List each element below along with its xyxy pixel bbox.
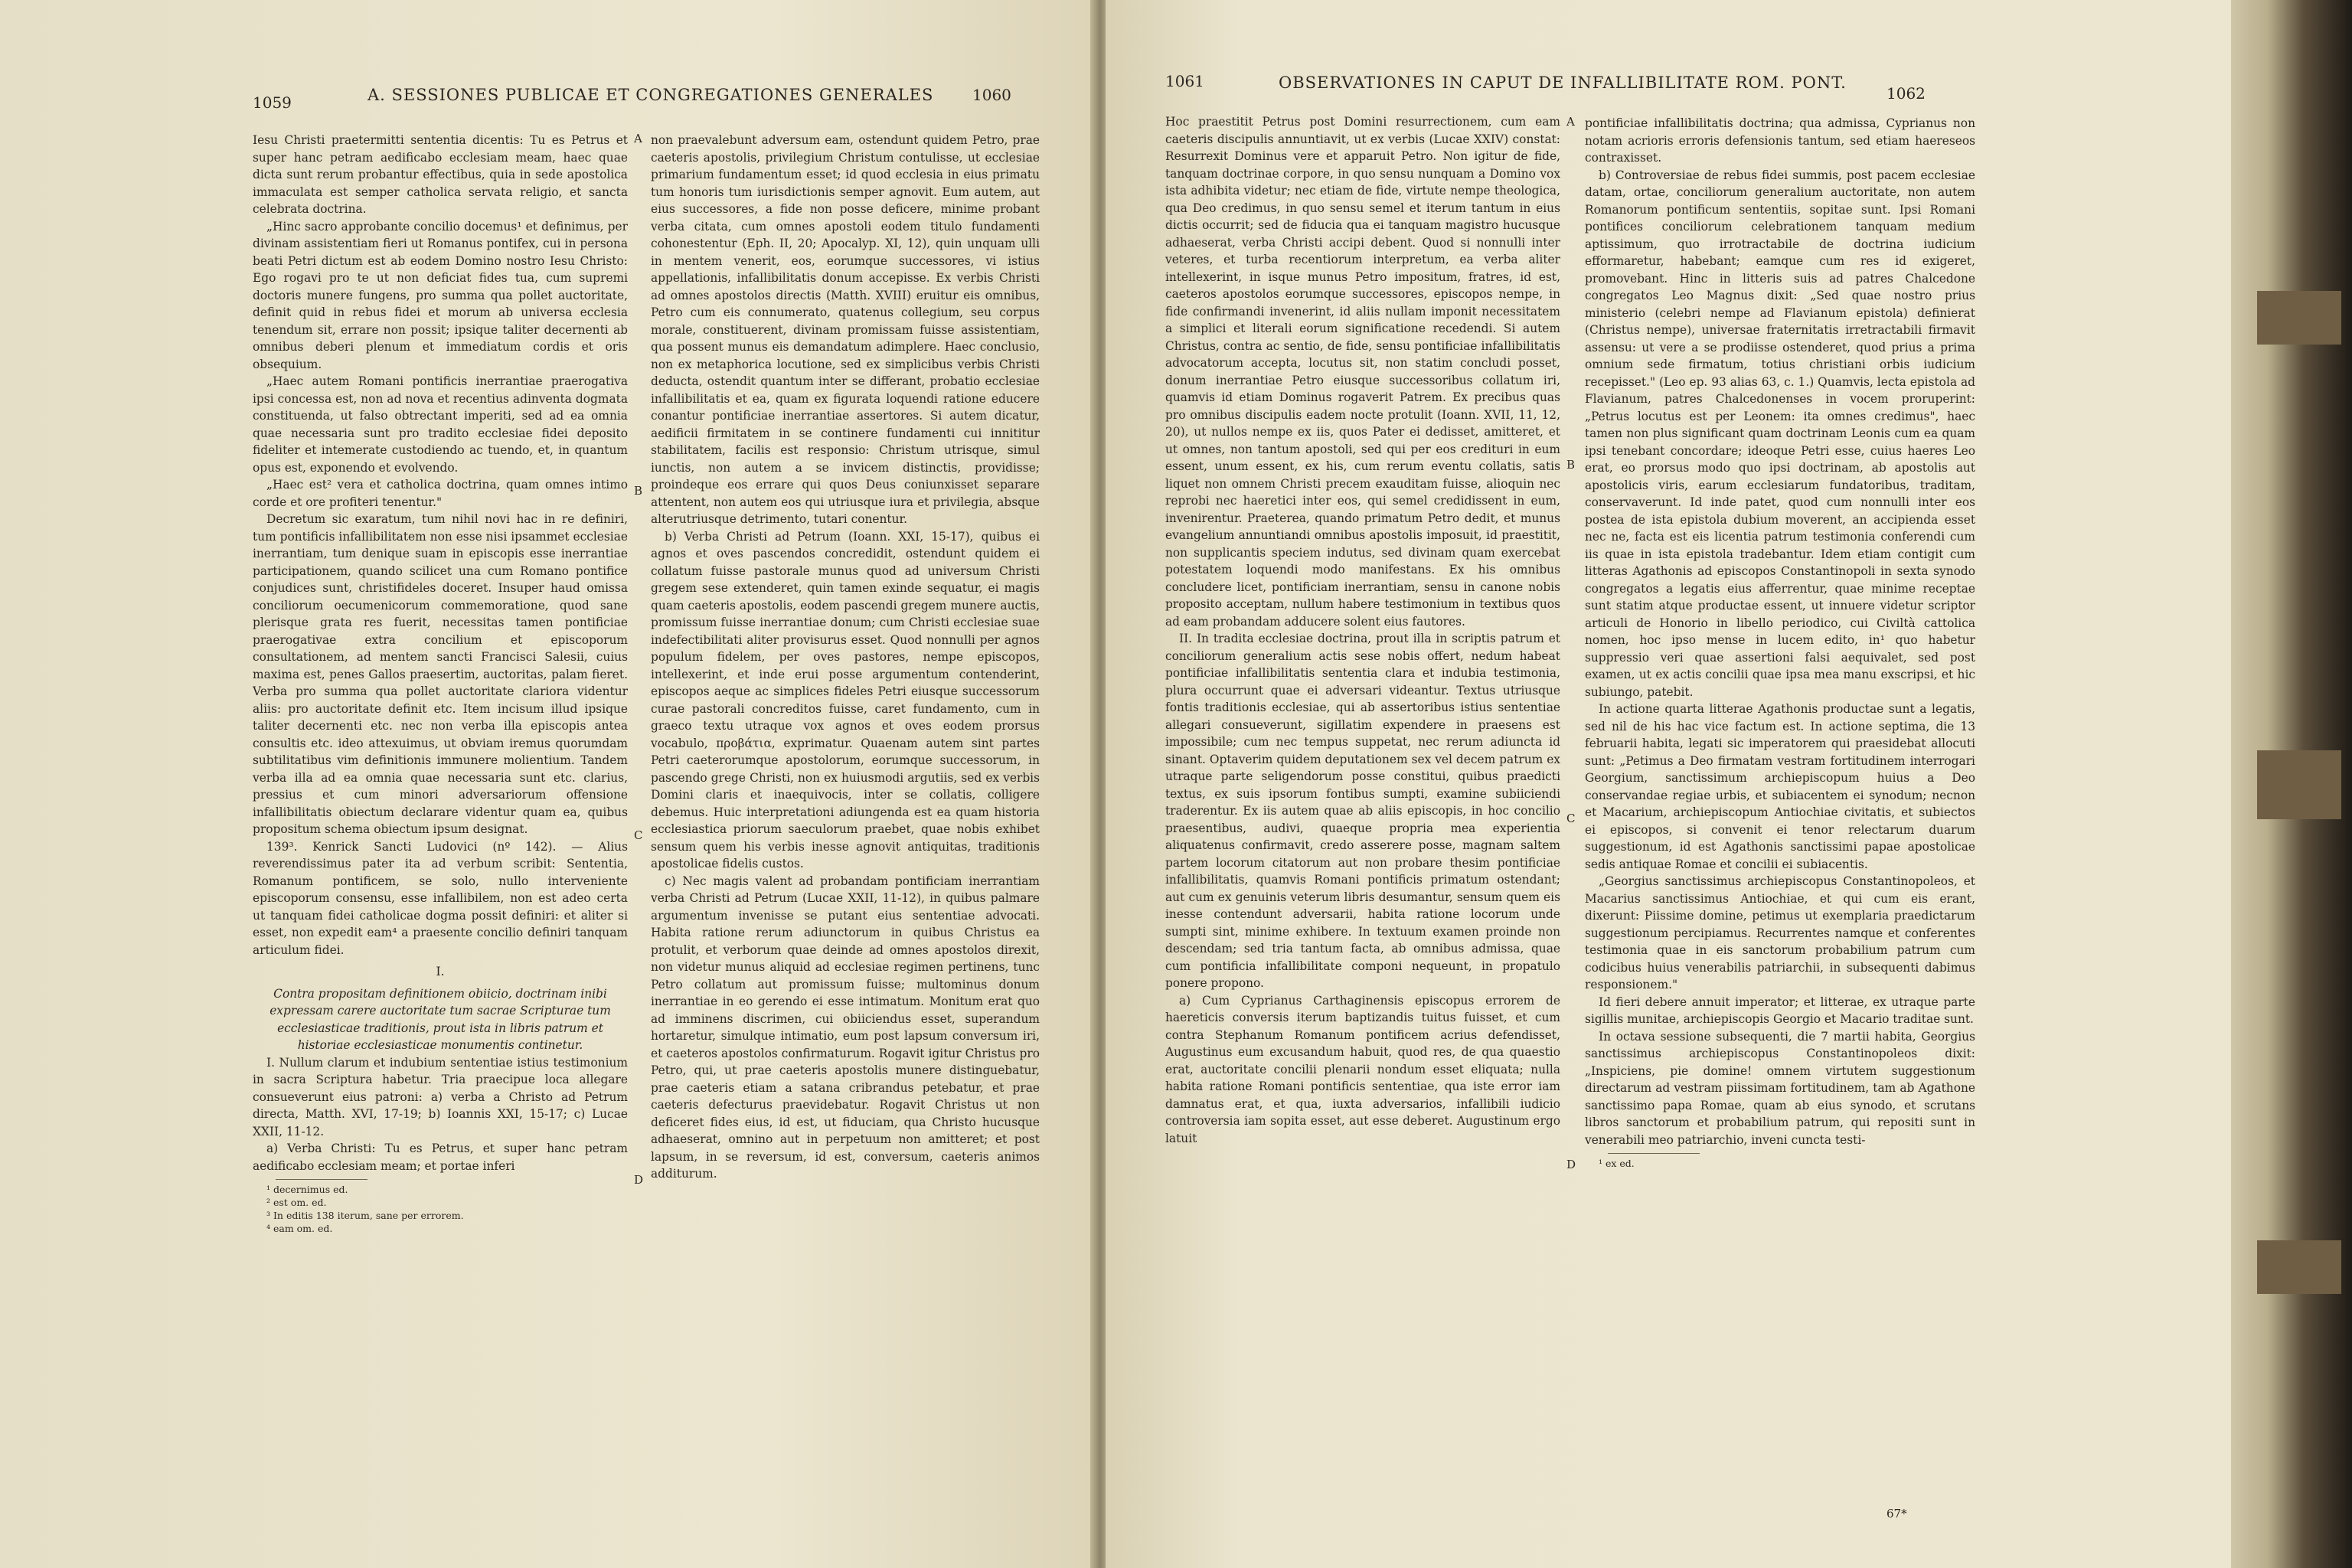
paragraph: Decretum sic exaratum, tum nihil novi hac in re definiri, tum pontificis infallibilitatem non esse nisi ipsammet ecclesiae inerrantiam, tum denique suam in episcopis esse inerrantiae participationem, quando scilicet una cum Romano pontifice conjudices sunt, christifideles doceret. Insuper haud omissa conciliorum oecumenicorum commemoratione, quod sane plerisque grata res fuerit, necessitas tamen pontificiae praerogativae extra concilium et episcoporum consultationem, ad mentem sancti Francisci Salesii, cuius maxima est, penes Gallos praesertim, auctoritas, palam fieret. Verba pro summa qua pollet auctoritate clariora videntur aliis: pro auctoritate definit etc. Item incisum illud ipsique taliter decernenti etc. nec non verba illa episcopis antea consultis etc. ideo attexuimus, ut obviam iremus quorumdam subtilitatibus vim definitionis immunere molientium. Tandem verba illa ad ea omnia quae necessaria sunt etc. clarius, pressius et cum minori adversariorum offensione infallibilitatis obiectum declarare videntur quam ea, quibus propositum schema obiectum ipsum designat. [253,512,628,836]
running-head-left: A. SESSIONES PUBLICAE ET CONGREGATIONES GENERALES [368,86,934,104]
paragraph: „Hinc sacro approbante concilio docemus¹ et definimus, per divinam assistentiam fieri ut Romanus pontifex, cui in persona beati Petri dictum est ab eodem Domino nostro Iesu Christo: Ego rogavi pro te ut non deficiat fides tua, cum supremi doctoris munere fungens, pro summa qua pollet auctoritate, definit quid in rebus fidei et morum ab universa ecclesia tenendum sit, errare non possit; ipsique taliter decernenti ab omnibus deberi plenum et immediatum cordis et oris obsequium. [253,219,628,371]
page-number-1059: 1059 [253,93,292,112]
paragraph: Id fieri debere annuit imperator; et litterae, ex utraque parte sigillis munitae, archiepiscopis Georgio et Macario traditae sunt. [1585,995,1975,1026]
margin-letter-a: A [1566,115,1575,129]
footnote: ² est om. ed. [266,1197,327,1208]
page-number-1062: 1062 [1886,84,1926,103]
section-number: I. [436,965,445,978]
right-page [1106,0,2231,1568]
page-tab [2257,750,2341,819]
left-column-1 [253,132,628,1525]
margin-letter-c: C [1566,812,1576,825]
paragraph: „Haec autem Romani pontificis inerrantiae praerogativa ipsi concessa est, non ad nova et recentius adinventa dogmata constituenda, ut falso obtrectant imperiti, sed ad ea omnia quae necessaria sunt pro tradito ecclesiae fidei deposito fideliter et intemerate custodiendo ac tuendo, et, in quantum opus est, exponendo et evolvendo. [253,374,628,475]
right-column-2 [1585,115,1975,1524]
page-tab [2257,291,2341,345]
margin-letter-b: B [634,484,643,498]
paragraph: c) Nec magis valent ad probandam pontificiam inerrantiam verba Christi ad Petrum (Lucae XXII, 11-12), in quibus palmare argumentum invenisse se putant eius sententiae advocati. Habita ratione rerum adiunctorum in quibus Christus ea protulit, et verborum quae deinde ad omnes apostolos direxit, non videtur munus aliquid ad ecclesiae regimen pertinens, tunc Petro collatum aut promissum fuisse; multominus donum inerrantiae in eo gerendo ei esse intimatum. Monitum erat quo ad imminens discrimen, cui obiiciendus esset, superandum hortaretur, simulque intimatio, eum post lapsum conversum iri, et caeteros apostolos confirmaturum. Rogavit igitur Christus pro Petro, qui, ut prae caeteris apostolis munere distinguebatur, prae caeteris etiam a satana cribrandus petebatur, et prae caeteris defecturus praevidebatur. Rogavit Christus ut non deficeret fides eius, id est, ut fiduciam, qua Christo hucusque adhaeserat, omnino aut in perpetuum non amitteret; et post lapsum, in se reversum, id est, conversum, caeteris animos additurum. [651,874,1040,1181]
paragraph: „Georgius sanctissimus archiepiscopus Constantinopoleos, et Macarius sanctissimus Antiochiae, et qui cum eis erant, dixerunt: Piissime domine, petimus ut exemplaria praedictarum suggestionum percipiamus. Recurrentes namque et conferentes testimonia quae in eis sanctorum probabilium patrum cum codicibus huius venerabilis patriarchii, in subsequenti dabimus responsionem." [1585,874,1975,991]
paragraph: Hoc praestitit Petrus post Domini resurrectionem, cum eam caeteris discipulis annuntiavit, ut ex verbis (Lucae XXIV) constat: Resurrexit Dominus vere et apparuit Petro. Non igitur de fide, tanquam doctrinae corpore, in quo sensu nunquam a Domino vox ista adhibita videtur; nec etiam de fide, virtute nempe theologica, qua Deo credimus, in quo sensu semel et iterum tantum in eius dictis occurrit; sed de fiducia qua ei tanquam magistro hucusque adhaeserat, verba Christi accipi debent. Quod si nonnulli inter veteres, et turba recentiorum interpretum, ea verba aliter intellexerint, in isque munus Petro impositum, fratres, id est, caeteros apostolos eorumque successores, episcopos nempe, in fide confirmandi invenerint, id aliis nullam imponit necessitatem a simplici et literali eorum significatione recedendi. Si autem Christus, contra ac sentio, de fide, sensu pontificiae infallibilitatis advocatorum accepta, locutus sit, non statim concludi posset, donum inerrantiae Petro eiusque successoribus collatum iri, quamvis id etiam Dominus rogaverit Patrem. Ex precibus quas pro omnibus discipulis eadem nocte protulit (Ioann. XVII, 11, 12, 20), ut nullos nempe ex iis, quos Pater ei dedisset, amitteret, et ut omnes, non tantum apostoli, sed qui per eos credituri in eum essent, unum essent, ex his, cum rerum eventu collatis, satis liquet non omnem Christi precem exauditam fuisse, alioquin nec reprobi nec haeretici inter eos, qui semel credidissent in eum, invenirentur. Praeterea, quando primatum Petro dedit, et munus evangelium annuntiandi omnibus apostolis imposuit, id praestitit, non supplicantis speciem indutus, sed divinam quam exercebat potestatem loquendi modo manifestans. Ex his omnibus concludere licet, pontificiam inerrantiam, sensu in canone nobis proposito acceptam, nullum habere testimonium in textibus quos ad eam probandam adducere solent eius fautores. [1165,115,1560,629]
paragraph: In actione quarta litterae Agathonis productae sunt a legatis, sed nil de his hac vice factum est. In actione septima, die 13 februarii habita, legati sic imperatorem qui praesidebat allocuti sunt: „Petimus a Deo firmatam vestram fortitudinem interrogari Georgium, sanctissimum archiepiscopum huius a Deo conservandae regiae urbis, et subiacentem ei synodum; necnon et Macarium, archiepiscopum Antiochiae civitatis, et subiectos ei episcopos, si convenit ei tenor relectarum duarum suggestionum, id est Agathonis sanctissimi papae apostolicae sedis antiquae Romae et concilii ei subiacentis. [1585,702,1975,871]
margin-letter-b: B [1566,458,1576,472]
footnote-rule [276,1179,368,1180]
margin-letter-d: D [1566,1158,1576,1171]
section-title: Contra propositam definitionem obiicio, doctrinam inibi expressam carere auctoritate tum sacrae Scripturae tum ecclesiasticae traditionis, prout ista in libris patrum et historiae ecclesiasticae monumentis continetur. [270,986,611,1052]
right-column-1 [1165,113,1560,1545]
paragraph: „Haec est² vera et catholica doctrina, quam omnes intimo corde et ore profiteri tenentur." [253,478,628,509]
paragraph: b) Verba Christi ad Petrum (Ioann. XXI, 15-17), quibus ei agnos et oves pascendos concredidit, ostendunt quidem ei collatum fuisse pastorale munus quod ad universum Christi gregem sese extenderet, quin tamen exinde sequatur, ei magis quam caeteris apostolis, eodem pascendi gregem munere auctis, promissum fuisse inerrantiae donum; cum Christi ecclesiae suae indefectibilitati aliter provisurus esset. Quod nonnulli per agnos populum fidelem, per oves pastores, nempe episcopos, intellexerint, et inde erui posse argumentum contenderint, episcopos aeque ac simplices fideles Petri eiusque successorum curae pastorali concreditos fuisse, caret fundamento, cum in graeco textu utraque vox agnos et oves eodem prorsus vocabulo, προβάτια, exprimatur. Quaenam autem sint partes Petri caeterorumque apostolorum, eorumque successorum, in pascendo grege Christi, non ex huiusmodi argutiis, sed ex verbis Domini claris et inaequivocis, inter se collatis, colligere debemus. Huic interpretationi adiungenda est ea quam historia ecclesiastica priorum saeculorum praebet, quae nobis exhibet sensum quem his verbis inesse agnovit antiquitas, traditionis apostolicae fidelis custos. [651,529,1040,871]
paragraph: non praevalebunt adversum eam, ostendunt quidem Petro, prae caeteris apostolis, privilegium Christum contulisse, ut ecclesiae primarium fundamentum esset; id quod ecclesia in eius primatu tum honoris tum iurisdictionis semper agnovit. Eum autem, aut eius successores, a fide non posse deficere, minime probant verba citata, cum omnes apostoli eodem titulo fundamenti cohonestentur (Eph. II, 20; Apocalyp. XI, 12), quin unquam ulli in mentem venerit, eos, eorumque successores, vi istius appellationis, infallibilitatis donum accepisse. Ex verbis Christi ad omnes apostolos directis (Matth. XVIII) eruitur eis omnibus, Petro cum eis connumerato, quatenus collegium, seu corpus morale, constituerent, divinam promissam fuisse assistentiam, qua possent munus eis demandatum adimplere. Haec conclusio, non ex metaphorica locutione, sed ex simplicibus verbis Christi deducta, ostendit quantum inter se differant, probatio ecclesiae infallibilitatis et ea, quam ex figurata loquendi ratione educere conantur pontificiae inerrantiae assertores. Si autem dicatur, aedificii firmitatem in se continere fundamenti cui innititur stabilitatem, facilis est responsio: Christum utrisque, simul iunctis, non autem a se invicem distinctis, providisse; proindeque eos errare qui quos Deus coniunxisset separare attentent, non autem eos qui utriusque iura et privilegia, absque alterutriusque detrimento, tutari conentur. [651,133,1040,526]
footnote: ¹ ex ed. [1599,1158,1635,1169]
page-number-1061: 1061 [1165,72,1204,90]
paragraph: pontificiae infallibilitatis doctrina; qua admissa, Cyprianus non notam acrioris erroris defensionis tantum, sed etiam haereseos contraxisset. [1585,116,1975,165]
paragraph: 139³. Kenrick Sancti Ludovici (nº 142). — Alius reverendissimus pater ita ad verbum scribit: Sententia, Romanum pontificem, se solo, nullo interveniente episcoporum consensu, esse infallibilem, non est adeo certa ut tanquam fidei catholicae dogma possit definiri: et aliter si esset, non expedit eam⁴ a praesente concilio definiri tanquam articulum fidei. [253,839,628,957]
footnote-rule [1608,1153,1700,1154]
paragraph: In octava sessione subsequenti, die 7 martii habita, Georgius sanctissimus archiepiscopus Constantinopoleos dixit: „Inspiciens, pie domine! omnem virtutem suggestionum directarum ad vestram piissimam fortitudinem, tam ab Agathone sanctissimo papa Romae, quam ab eius synodo, et scrutans libros sanctorum et probabilium patrum, qui repositi sunt in venerabili meo patriarchio, inveni cuncta testi- [1585,1029,1975,1147]
footnote: ⁴ eam om. ed. [266,1223,333,1234]
paragraph: Iesu Christi praetermitti sententia dicentis: Tu es Petrus et super hanc petram aedificabo ecclesiam meam, haec quae dicta sunt rerum probantur effectibus, quia in sede apostolica immaculata est semper catholica servata religio, et sancta celebrata doctrina. [253,133,628,216]
page-number-1060: 1060 [972,86,1011,104]
paragraph: I. Nullum clarum et indubium sententiae istius testimonium in sacra Scriptura habetur. Tria praecipue loca allegare consueverunt eius patroni: a) verba a Christo ad Petrum directa, Matth. XVI, 17-19; b) Ioannis XXI, 15-17; c) Lucae XXII, 11-12. [253,1055,628,1138]
footnote: ³ In editis 138 iterum, sane per errorem. [266,1210,464,1221]
left-page [0,0,1095,1568]
paragraph: a) Verba Christi: Tu es Petrus, et super hanc petram aedificabo ecclesiam meam; et portae inferi [253,1142,628,1173]
margin-letter-a: A [634,132,642,145]
paragraph: II. In tradita ecclesiae doctrina, prout illa in scriptis patrum et conciliorum generalium actis sese nobis offert, nedum habeat pontificiae infallibilitatis sententia clara et indubia testimonia, plura occurrunt quae ei adversari videantur. Textus utriusque fontis traditionis ecclesiae, qui ab assertoribus istius sententiae allegari consueverunt, sigillatim expendere in praesens est impossibile; cum nec tempus suppetat, nec rerum adiuncta id sinant. Optaverim quidem deputationem sex vel decem patrum ex utraque parte seligendorum posse constitui, quibus praedicti textus, ex suis ipsorum fontibus sumpti, examine subiiciendi traderentur. Ex iis autem quae ab aliis episcopis, in hoc concilio praesentibus, audivi, quaeque propria mea experientia aliquatenus confirmavit, credo asserere posse, magnam saltem partem locorum citatorum aut non probare thesim pontificiae infallibilitatis, quamvis Romani pontificis primatum ostendant; aut cum ex genuinis veterum libris desumantur, sensum quem eis inesse contendunt adversarii, habita ratione locorum unde sumpti sint, minime exhibere. In textuum examen proinde non descendam; sed tria tantum facta, ab omnibus admissa, quae cum pontificia infallibilitate componi nequeunt, in propatulo ponere propono. [1165,632,1560,990]
page-tab [2257,1240,2341,1294]
margin-letter-d: D [634,1173,644,1187]
paragraph: b) Controversiae de rebus fidei summis, post pacem ecclesiae datam, ortae, conciliorum generalium auctoritate, non autem Romanorum pontificum sententiis, sopitae sunt. Ipsi Romani pontifices conciliorum celebrationem tanquam medium aptissimum, quo irrotractabile de doctrina iudicium efformaretur, habebant; eamque cum res id exigeret, promovebant. Hinc in litteris suis ad patres Chalcedone congregatos Leo Magnus dixit: „Sed quae nostro prius ministerio (celebri nempe ad Flavianum epistola) definierat (Christus nempe), universae fraternitatis irretractabili firmavit assensu: ut vere a se prodiisse ostenderet, quod prius a prima omnium sede firmatum, totius christiani orbis iudicium recepisset." (Leo ep. 93 alias 63, c. 1.) Quamvis, lecta epistola ad Flavianum, patres Chalcedonenses in vocem proruperint: „Petrus locutus est per Leonem: ita omnes credimus", haec tamen non plus significant quam doctrinam Leonis cum ea quam ipsi tenebant concordare; ideoque Petri esse, cuius haeres Leo erat, eo prorsus modo quo ipsi doctrinam, ab apostolis aut apostolicis viris, earum ecclesiarum fundatoribus, traditam, conservaverunt. Id inde patet, quod cum nonnulli inter eos postea de ista epistola dubium moverent, an accipienda esset nec ne, facta est eis licentia patrum testimonia conferendi cum iis quae in ista epistola tradebantur. Idem etiam contigit cum litteras Agathonis ad episcopos Constantinopoli in sexta synodo congregatos a legatis eius afferrentur, quae minime receptae sunt statim atque productae essent, ut innuere videtur scriptor articuli de Honorio in libello periodico, cui Civiltà cattolica nomen, hoc ipso mense in lucem edito, in¹ quo habetur suppressio veri quae assertioni falsi aequivalet, sed post examen, ut ex actis concilii quae ipsa mea manu exscripsi, et hic subiungo, patebit. [1585,168,1975,699]
footnote: ¹ decernimus ed. [266,1184,348,1195]
signature-mark: 67* [1886,1507,1907,1521]
paragraph: a) Cum Cyprianus Carthaginensis episcopus errorem de haereticis conversis iterum baptizandis tuitus fuisset, et cum contra Stephanum Romanum pontificem acrius defendisset, Augustinus eum excusandum habuit, quod res, de qua quaestio erat, auctoritate concilii plenarii nondum esset eliquata; nulla habita ratione Romani pontificis sententiae, qua iste error iam damnatus erat, et qua, iuxta adversarios, infallibili iudicio controversia iam sopita esset, aut esse deberet. Augustinum ergo latuit [1165,993,1560,1145]
running-head-right: OBSERVATIONES IN CAPUT DE INFALLIBILITATE ROM. PONT. [1279,74,1847,92]
left-column-2 [651,132,1040,1563]
margin-letter-c: C [634,828,643,842]
